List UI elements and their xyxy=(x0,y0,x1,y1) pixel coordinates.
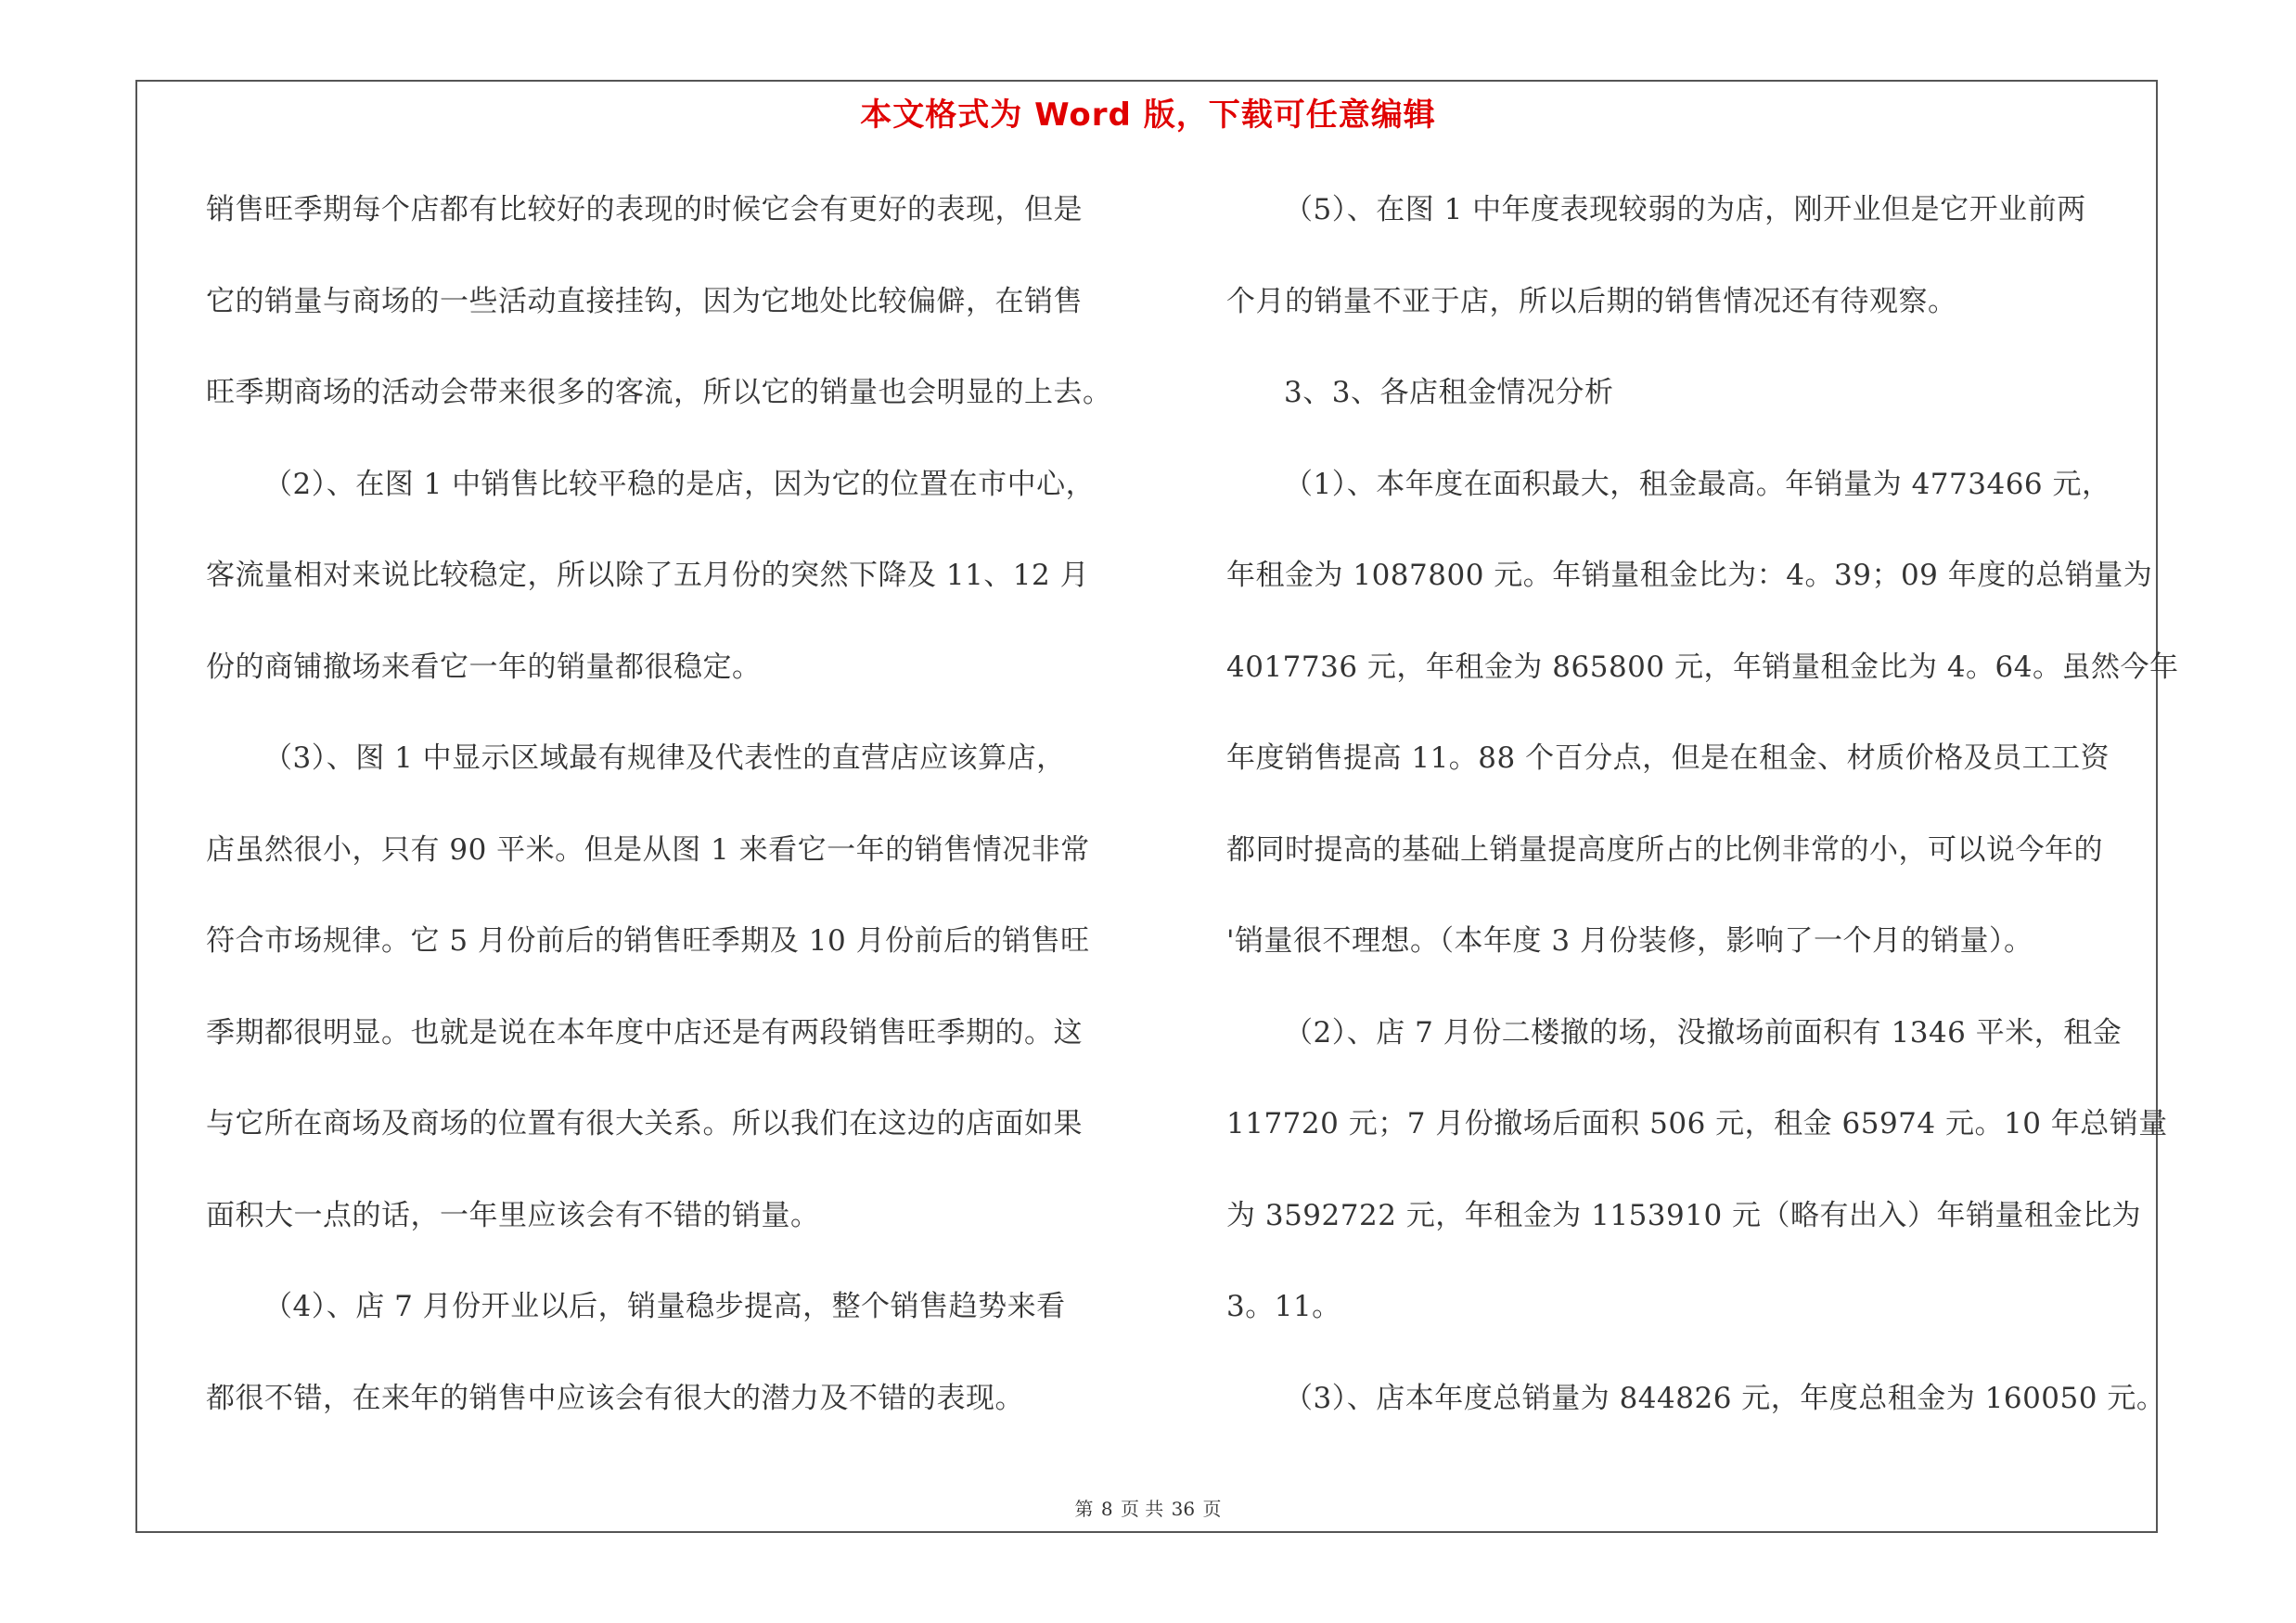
right-text-line: 年租金为 1087800 元。年销量租金比为：4。39；09 年度的总销量为 xyxy=(1226,559,2153,592)
left-text-line: 店虽然很小，只有 90 平米。但是从图 1 来看它一年的销售情况非常 xyxy=(206,832,1090,867)
right-text-line: 年度销售提高 11。88 个百分点，但是在租金、材质价格及员工工资 xyxy=(1226,741,2110,775)
right-text-line: （1）、本年度在面积最大，租金最高。年销量为 4773466 元， xyxy=(1284,467,2111,501)
left-text-line: 它的销量与商场的一些活动直接挂钩，因为它地处比较偏僻，在销售 xyxy=(206,284,1083,318)
right-text-line: 3。11。 xyxy=(1226,1290,1341,1323)
page-footer xyxy=(0,1494,2296,1521)
right-text-line: 117720 元；7 月份撤场后面积 506 元，租金 65974 元。10 年总销量 xyxy=(1226,1107,2168,1140)
left-text-line: （3）、图 1 中显示区域最有规律及代表性的直营店应该算店， xyxy=(263,741,1066,775)
right-text-line: 个月的销量不亚于店，所以后期的销售情况还有待观察。 xyxy=(1226,284,1957,318)
left-text-line: 符合市场规律。它 5 月份前后的销售旺季期及 10 月份前后的销售旺 xyxy=(206,924,1090,958)
right-text-line: 为 3592722 元，年租金为 1153910 元（略有出入）年销量租金比为 xyxy=(1226,1198,2142,1232)
right-text-column xyxy=(1226,182,2179,1462)
left-text-line: 都很不错，在来年的销售中应该会有很大的潜力及不错的表现。 xyxy=(206,1381,1024,1415)
right-text-line: （2）、店 7 月份二楼撤的场，没撤场前面积有 1346 平米，租金 xyxy=(1284,1015,2123,1050)
right-text-line: 都同时提高的基础上销量提高度所占的比例非常的小，可以说今年的 xyxy=(1226,832,2103,867)
right-text-line: 3、3、各店租金情况分析 xyxy=(1284,376,1614,409)
footer-middle: 页 共 xyxy=(1120,1498,1164,1520)
right-text-line: （5）、在图 1 中年度表现较弱的为店，刚开业但是它开业前两 xyxy=(1284,193,2086,226)
footer-page-number: 8 xyxy=(1100,1498,1113,1520)
footer-suffix: 页 xyxy=(1202,1498,1222,1520)
left-text-line: 份的商铺撤场来看它一年的销量都很稳定。 xyxy=(206,650,762,684)
footer-total-pages: 36 xyxy=(1171,1498,1196,1520)
left-text-line: 季期都很明显。也就是说在本年度中店还是有两段销售旺季期的。这 xyxy=(206,1015,1083,1050)
right-text-line: 4017736 元，年租金为 865800 元，年销量租金比为 4。64。虽然今年 xyxy=(1226,650,2179,684)
word-format-banner: 本文格式为 Word 版，下载可任意编辑 xyxy=(860,97,1436,134)
left-text-line: （2）、在图 1 中销售比较平稳的是店，因为它的位置在市中心， xyxy=(263,467,1096,501)
left-text-line: 与它所在商场及商场的位置有很大关系。所以我们在这边的店面如果 xyxy=(206,1107,1083,1140)
left-text-line: 销售旺季期每个店都有比较好的表现的时候它会有更好的表现，但是 xyxy=(206,193,1083,226)
left-text-line: 客流量相对来说比较稳定，所以除了五月份的突然下降及 11、12 月 xyxy=(206,559,1090,592)
footer-prefix: 第 xyxy=(1074,1498,1094,1520)
left-text-line: 面积大一点的话，一年里应该会有不错的销量。 xyxy=(206,1198,820,1232)
left-text-line: 旺季期商场的活动会带来很多的客流，所以它的销量也会明显的上去。 xyxy=(206,376,1112,409)
right-text-line: '销量很不理想。（本年度 3 月份装修，影响了一个月的销量）。 xyxy=(1226,924,2033,958)
right-text-line: （3）、店本年度总销量为 844826 元，年度总租金为 160050 元。 xyxy=(1284,1381,2166,1415)
left-text-line: （4）、店 7 月份开业以后，销量稳步提高，整个销售趋势来看 xyxy=(263,1290,1066,1323)
left-text-column xyxy=(206,182,1180,1462)
